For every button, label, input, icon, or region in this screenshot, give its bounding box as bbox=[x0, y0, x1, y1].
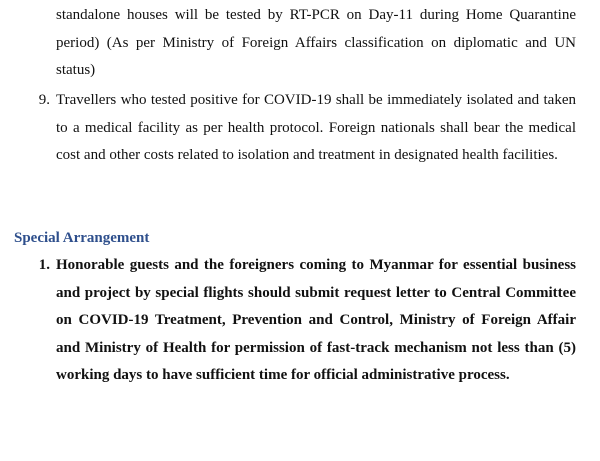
continuation-paragraph: standalone houses will be tested by RT-PCR on Day-11 during Home Quarantine period) (As per Ministry of Foreign Affairs classification on diplomatic and UN status) bbox=[56, 7, 576, 78]
section-list-item-text: Honorable guests and the foreigners coming to Myanmar for essential business and project by special flights should submit request letter to Central Committee on COVID-19 Treatment, Prevention and Control, Ministry of Foreign Affair and Ministry of Health for permission of fast-track mechanism not less than (5) working days to have sufficient time for official administrative process. bbox=[56, 257, 576, 383]
section-list-item-number: 1. bbox=[38, 257, 50, 273]
list-item-text: Travellers who tested positive for COVID-19 shall be immediately isolated and taken to a medical facility as per health protocol. Foreign nationals shall bear the medical cost and other costs related to isolation and treatment in designated health facilities. bbox=[56, 92, 576, 163]
list-item-number: 9. bbox=[38, 92, 50, 108]
section-heading: Special Arrangement bbox=[14, 230, 150, 246]
